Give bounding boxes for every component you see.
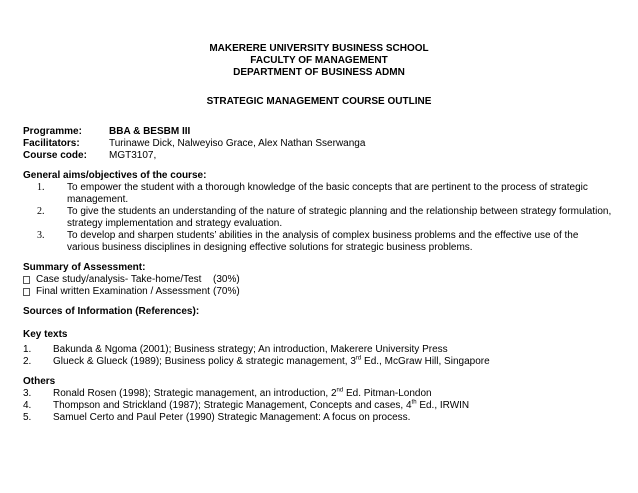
bullet-icon: [23, 276, 30, 284]
aim-item: [23, 206, 613, 230]
assessment-item: [23, 286, 613, 298]
key-texts-heading: Key texts: [23, 329, 68, 340]
assessment-list: [23, 274, 613, 298]
assessment-value: (30%): [213, 274, 240, 285]
facilitators-label: Facilitators:: [23, 138, 80, 149]
aim-text: To develop and sharpen students’ abilities in the analysis of complex business problems and the effective use of the various business disciplines in designing effective solutions for strategic business problems.: [67, 230, 579, 253]
reference-number: 1.: [23, 344, 32, 355]
course-code-value: MGT3107,: [109, 150, 157, 161]
aims-heading: General aims/objectives of the course:: [23, 170, 207, 181]
reference-text: Thompson and Strickland (1987); Strategic Management, Concepts and cases, 4th Ed., IRWIN: [53, 399, 470, 411]
programme-label: Programme:: [23, 126, 82, 137]
sources-heading: Sources of Information (References):: [23, 306, 200, 317]
department-name: DEPARTMENT OF BUSINESS ADMN: [233, 67, 405, 78]
reference-item: [23, 356, 613, 368]
aim-number: 1.: [37, 182, 45, 193]
aim-number: 3.: [37, 230, 45, 241]
programme-value: BBA & BESBM III: [109, 126, 191, 137]
facilitators-row: [23, 138, 613, 150]
reference-text: Bakunda & Ngoma (2001); Business strategy; An introduction, Makerere University Press: [53, 344, 448, 355]
aim-number: 2.: [37, 206, 45, 217]
assessment-value: (70%): [213, 286, 240, 297]
reference-item: [23, 400, 613, 412]
bullet-icon: [23, 288, 30, 296]
reference-text: Glueck & Glueck (1989); Business policy & strategic management, 3rd Ed., McGraw Hill, Singapore: [53, 355, 490, 367]
programme-row: [23, 126, 613, 138]
course-code-label: Course code:: [23, 150, 87, 161]
assessment-heading: Summary of Assessment:: [23, 262, 146, 273]
assessment-label: Case study/analysis- Take-home/Test: [36, 274, 202, 285]
facilitators-value: Turinawe Dick, Nalweyiso Grace, Alex Nathan Sserwanga: [109, 138, 366, 149]
assessment-item: [23, 274, 613, 286]
reference-item: [23, 344, 613, 356]
aim-text: To give the students an understanding of the nature of strategic planning and the relationship between strategy formulation, strategy implementation and strategy evaluation.: [67, 206, 612, 229]
document-header: [0, 43, 638, 79]
others-heading: Others: [23, 376, 56, 387]
school-name: MAKERERE UNIVERSITY BUSINESS SCHOOL: [209, 43, 429, 54]
reference-number: 3.: [23, 388, 32, 399]
key-texts-list: [23, 344, 613, 368]
others-list: [23, 388, 613, 424]
reference-text: Samuel Certo and Paul Peter (1990) Strategic Management: A focus on process.: [53, 412, 411, 423]
faculty-name: FACULTY OF MANAGEMENT: [250, 55, 388, 66]
reference-text: Ronald Rosen (1998); Strategic management, an introduction, 2nd Ed. Pitman-London: [53, 387, 432, 399]
course-code-row: [23, 150, 613, 162]
aim-item: [23, 230, 613, 254]
assessment-label: Final written Examination / Assessment: [36, 286, 210, 297]
course-info: [23, 126, 613, 162]
course-outline-title: STRATEGIC MANAGEMENT COURSE OUTLINE: [206, 96, 432, 107]
aim-text: To empower the student with a thorough knowledge of the basic concepts that are pertinent to the process of strategic management.: [67, 182, 588, 205]
aim-item: [23, 182, 613, 206]
aims-list: [23, 182, 613, 254]
reference-number: 5.: [23, 412, 32, 423]
reference-item: [23, 412, 613, 424]
reference-number: 2.: [23, 356, 32, 367]
reference-number: 4.: [23, 400, 32, 411]
reference-item: [23, 388, 613, 400]
